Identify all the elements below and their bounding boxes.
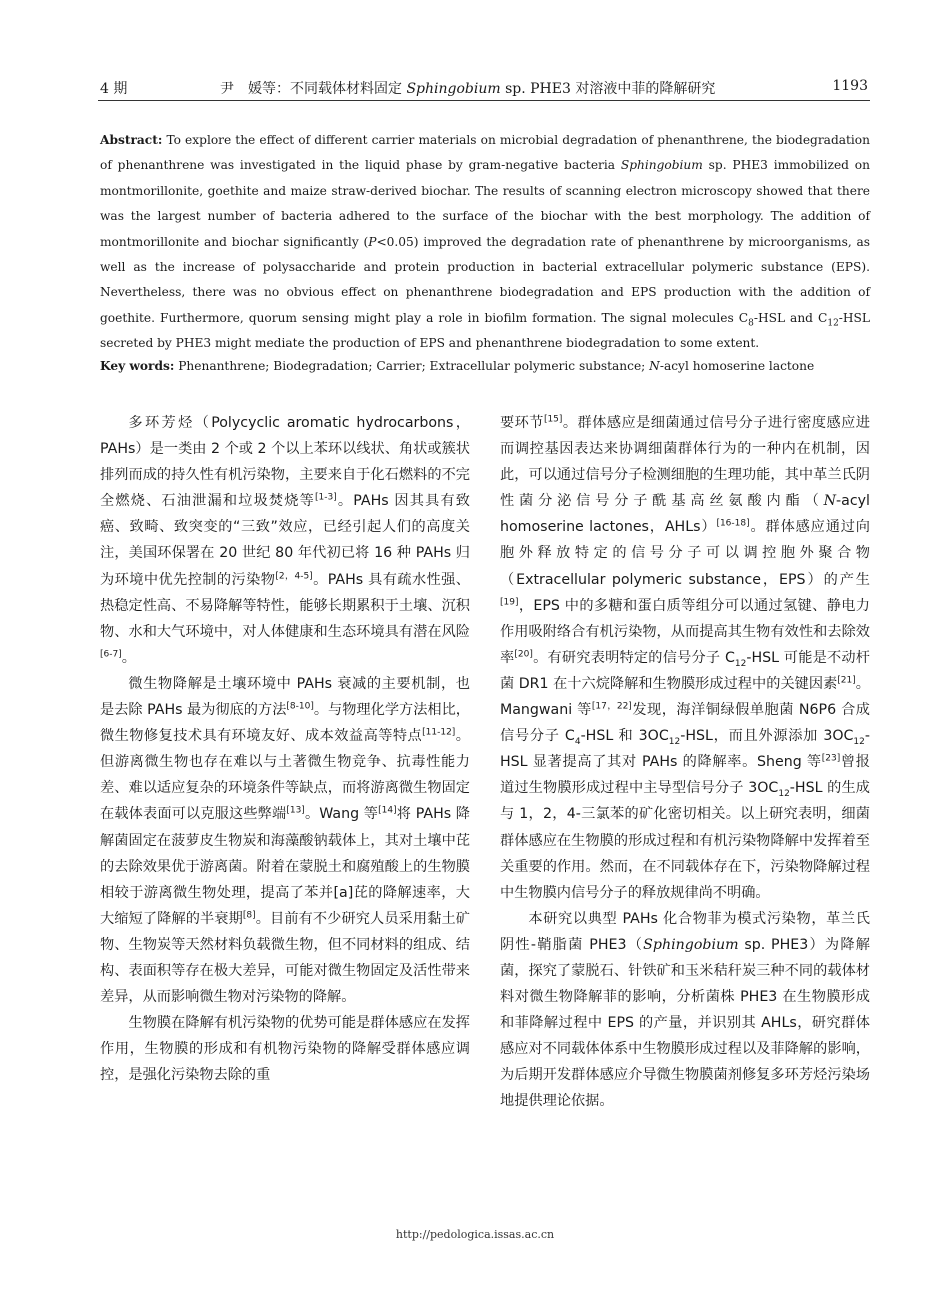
keywords: Key words: Phenanthrene; Biodegradation; Carrier; Extracellular polymeric substance; N-acyl homoserine lactone bbox=[100, 359, 815, 373]
paragraph: 微生物降解是土壤环境中 PAHs 衰减的主要机制，也是去除 PAHs 最为彻底的方法[8-10]。与物理化学方法相比，微生物修复技术具有环境友好、成本效益高等特点[11-12]。但游离微生物也存在难以与土著微生物竞争、抗毒性能力差、难以适应复杂的环境条件等缺点，而将游离微生物固定在载体表面可以克服这些弊端[13]。Wang 等[14]将 PAHs 降解菌固定在菠萝皮生物炭和海藻酸钠载体上，其对土壤中芘的去除效果优于游离菌。附着在蒙脱土和腐殖酸上的生物膜相较于游离微生物处理，提高了苯并[a]芘的降解速率，大大缩短了降解的半衰期[8]。目前有不少研究人员采用黏土矿物、生物炭等天然材料负载微生物，但不同材料的组成、结构、表面积等存在极大差异，可能对微生物固定及活性带来差异，从而影响微生物对污染物的降解。 bbox=[100, 675, 470, 1006]
citation: [6-7] bbox=[100, 649, 122, 660]
citation: [19] bbox=[500, 596, 519, 607]
paragraph: 要环节[15]。群体感应是细菌通过信号分子进行密度感应进而调控基因表达来协调细菌群体行为的一种内在机制，因此，可以通过信号分子检测细胞的生理功能，其中革兰氏阴性菌分泌信号分子酰基高丝氨酸内酯（N-acyl homoserine lactones，AHLs）[16-18]。群体感应通过向胞外释放特定的信号分子可以调控胞外聚合物（Extracellular polymeric substance，EPS）的产生[19]，EPS 中的多糖和蛋白质等组分可以通过氢键、静电力作用吸附络合有机污染物，从而提高其生物有效性和去除效率[20]。有研究表明特定的信号分子 $C_{12}$-HSL 可能是不动杆菌 DR1 在十六烷降解和生物膜形成过程中的关键因素[21]。Mangwani 等[17，22]发现，海洋铜绿假单胞菌 N6P6 合成信号分子 $C_4$-HSL 和 $3OC_{12}$-HSL，而且外源添加 $3OC_{12}$-HSL 显著提高了其对 PAHs 的降解率。Sheng 等[23]曾报道过生物膜形成过程中主导型信号分子 $3OC_{12}$-HSL 的生成与 1，2，4-三氯苯的矿化密切相关。以上研究表明，细菌群体感应在生物膜的形成过程和有机污染物降解中发挥着至关重要的作用。然而，在不同载体存在下，污染物降解过程中生物膜内信号分子的释放规律尚不明确。 bbox=[500, 414, 870, 901]
citation: [8] bbox=[242, 910, 256, 921]
citation: [17，22] bbox=[591, 701, 632, 712]
citation: [14] bbox=[378, 805, 397, 816]
running-header bbox=[98, 72, 870, 101]
citation: [23] bbox=[821, 753, 841, 764]
issue-number: 4 期 bbox=[100, 81, 128, 97]
citation: [20] bbox=[514, 649, 533, 660]
body-column-right bbox=[500, 410, 870, 1115]
running-title: 尹 媛等：不同载体材料固定 Sphingobium sp. PHE3 对溶液中菲的降解研究 bbox=[220, 81, 716, 97]
footer-url: http://pedologica.issas.ac.cn bbox=[395, 1228, 555, 1241]
body-column-left bbox=[100, 410, 470, 1088]
keywords-label: Key words: bbox=[100, 359, 175, 373]
citation: [11-12] bbox=[422, 727, 456, 738]
citation: [15] bbox=[543, 414, 563, 425]
citation: [2，4-5] bbox=[275, 570, 313, 581]
page-number: 1193 bbox=[832, 78, 868, 94]
citation: [21] bbox=[837, 675, 856, 686]
citation: [16-18] bbox=[716, 518, 750, 529]
abstract: Abstract: To explore the effect of different carrier materials on microbial degradation of phenanthrene, the biodegradation of phenanthrene was investigated in the liquid phase by gram-negative bacteria Sphingobium sp. PHE3 immobilized on montmorillonite, goethite and maize straw-derived biochar. The results of scanning electron microscopy showed that there was the largest number of bacteria adhered to the surface of the biochar with the best morphology. The addition of montmorillonite and biochar significantly (P<0.05) improved the degradation rate of phenanthrene by microorganisms, as well as the increase of polysaccharide and protein production in bacterial extracellular polymeric substance (EPS). Nevertheless, there was no obvious effect on phenanthrene biodegradation and EPS production with the addition of goethite. Furthermore, quorum sensing might play a role in biofilm formation. The signal molecules $C_8$-HSL and $C_{12}$-HSL secreted by PHE3 might mediate the production of EPS and phenanthrene biodegradation to some extent. bbox=[100, 133, 870, 351]
paragraph: 生物膜在降解有机污染物的优势可能是群体感应在发挥作用，生物膜的形成和有机物污染物的降解受群体感应调控，是强化污染物去除的重 bbox=[100, 1015, 470, 1084]
citation: [1-3] bbox=[315, 492, 337, 503]
abstract-label: Abstract: bbox=[100, 133, 163, 147]
paragraph: 多环芳烃（Polycyclic aromatic hydrocarbons，PAHs）是一类由 2 个或 2 个以上苯环以线状、角状或簇状排列而成的持久性有机污染物，主要来自于化石燃料的不完全燃烧、石油泄漏和垃圾焚烧等[1-3]。PAHs 因其具有致癌、致畸、致突变的“三致”效应，已经引起人们的高度关注，美国环保署在 20 世纪 80 年代初已将 16 种 PAHs 归为环境中优先控制的污染物[2，4-5]。PAHs 具有疏水性强、热稳定性高、不易降解等特性，能够长期累积于土壤、沉积物、水和大气环境中，对人体健康和生态环境具有潜在风险[6-7]。 bbox=[100, 415, 470, 666]
citation: [13] bbox=[286, 805, 305, 816]
citation: [8-10] bbox=[286, 701, 314, 712]
paragraph: 本研究以典型 PAHs 化合物菲为模式污染物，革兰氏阴性-鞘脂菌 PHE3（Sphingobium sp. PHE3）为降解菌，探究了蒙脱石、针铁矿和玉米秸秆炭三种不同的载体材料对微生物降解菲的影响，分析菌株 PHE3 在生物膜形成和菲降解过程中 EPS 的产量，并识别其 AHLs，研究群体感应对不同载体体系中生物膜形成过程以及菲降解的影响，为后期开发群体感应介导微生物膜菌剂修复多环芳烃污染场地提供理论依据。 bbox=[500, 910, 870, 1110]
